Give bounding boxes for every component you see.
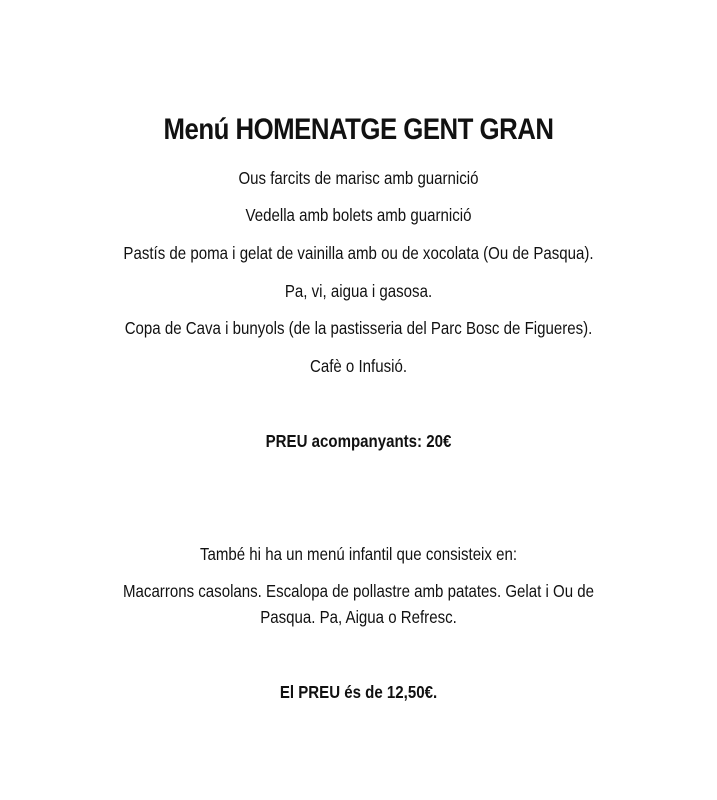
kids-menu-intro: També hi ha un menú infantil que consisteix en: — [199, 544, 518, 564]
kids-menu-line-2: Pasqua. Pa, Aigua o Refresc. — [260, 607, 457, 627]
kids-menu-line-1: Macarrons casolans. Escalopa de pollastre amb patates. Gelat i Ou de — [123, 581, 594, 601]
companion-price: PREU acompanyants: 20€ — [265, 431, 452, 451]
menu-item-starter: Ous farcits de marisc amb guarnició — [238, 168, 479, 188]
menu-item-dessert: Pastís de poma i gelat de vainilla amb ou de xocolata (Ou de Pasqua). — [123, 243, 594, 263]
menu-item-drinks: Pa, vi, aigua i gasosa. — [284, 281, 433, 301]
menu-item-main: Vedella amb bolets amb guarnició — [245, 205, 472, 225]
menu-item-cava: Copa de Cava i bunyols (de la pastisseria del Parc Bosc de Figueres). — [124, 318, 593, 338]
menu-title: Menú HOMENATGE GENT GRAN — [163, 113, 554, 146]
kids-menu-price: El PREU és de 12,50€. — [279, 682, 438, 702]
menu-item-coffee: Cafè o Infusió. — [309, 356, 408, 376]
